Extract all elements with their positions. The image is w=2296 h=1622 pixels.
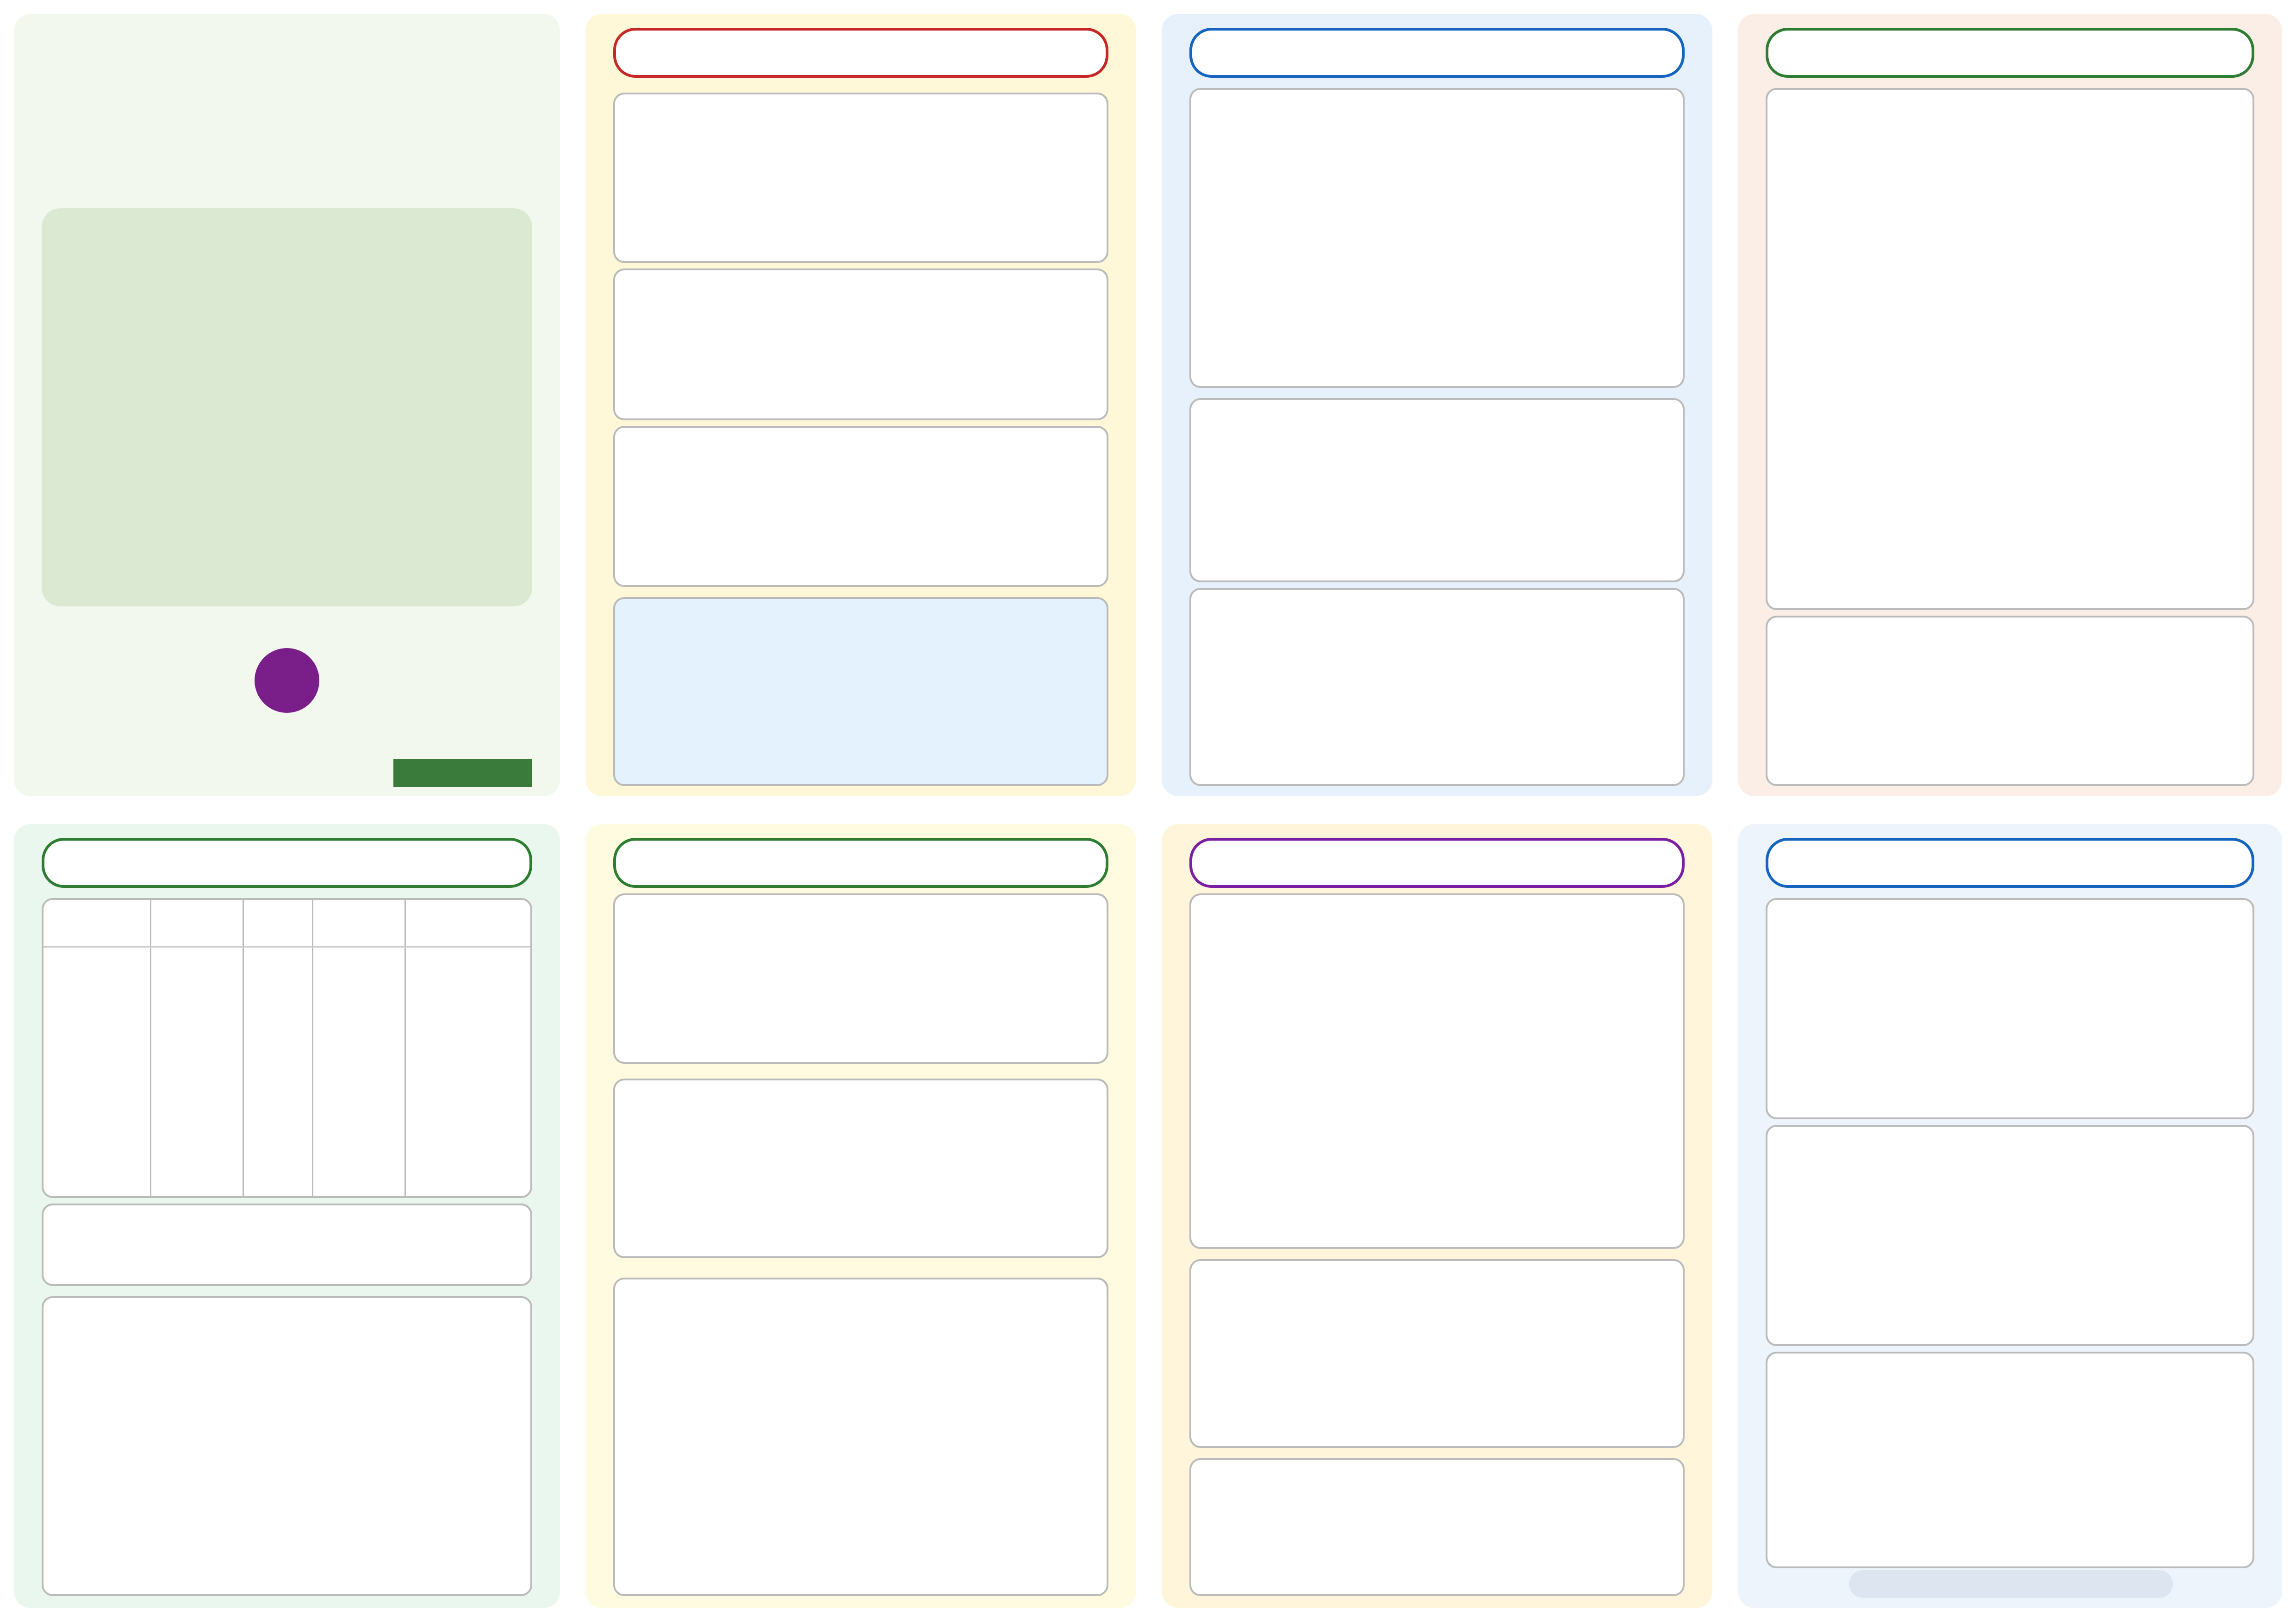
- district-table: [1189, 893, 1685, 1249]
- source-block-3: [1766, 1352, 2254, 1568]
- admin-contacts-table: [613, 1278, 1108, 1596]
- danger-section-2: [613, 268, 1108, 420]
- evacuation-site-fields: [42, 1204, 532, 1286]
- city-emblem-icon: [255, 648, 319, 713]
- source-block-1: [1766, 898, 2254, 1119]
- sources-heading: [1766, 838, 2254, 888]
- evacuation-heading: [1189, 28, 1685, 78]
- lifeline-table: [613, 1079, 1108, 1258]
- detail-panel: [1162, 824, 1712, 1608]
- detail-heading: [1189, 838, 1685, 888]
- rain-gauge-map: [1766, 616, 2254, 786]
- info-flow-heading: [1766, 28, 2254, 78]
- lists-heading: [613, 838, 1108, 888]
- family-table: [42, 898, 532, 1198]
- mutual-help-block: [1189, 1259, 1685, 1448]
- shelter-table: [613, 893, 1108, 1064]
- evacuation-body: [1189, 88, 1685, 388]
- cover-edition-badge: [393, 759, 532, 787]
- source-block-2: [1766, 1125, 2254, 1346]
- danger-heading: [613, 28, 1108, 78]
- cover-panel: [14, 14, 560, 796]
- city-homepage-link[interactable]: [1849, 1570, 2173, 1598]
- danger-section-3: [613, 426, 1108, 587]
- radio-info-block: [1189, 1458, 1685, 1596]
- danger-panel: [585, 14, 1136, 796]
- danger-section-1: [613, 93, 1108, 263]
- emergency-kit-block: [1189, 588, 1685, 786]
- info-flow-diagram: [1766, 88, 2254, 610]
- evacuation-panel: [1162, 14, 1712, 796]
- memo-panel: [14, 824, 560, 1608]
- rain-intensity-table: [613, 597, 1108, 786]
- lists-panel: [585, 824, 1136, 1608]
- cover-illustration: [42, 208, 532, 606]
- warning-signs-block: [1189, 398, 1685, 582]
- sources-panel: [1738, 824, 2282, 1608]
- info-flow-panel: [1738, 14, 2282, 796]
- message-board-block: [42, 1296, 532, 1596]
- memo-heading: [42, 838, 532, 888]
